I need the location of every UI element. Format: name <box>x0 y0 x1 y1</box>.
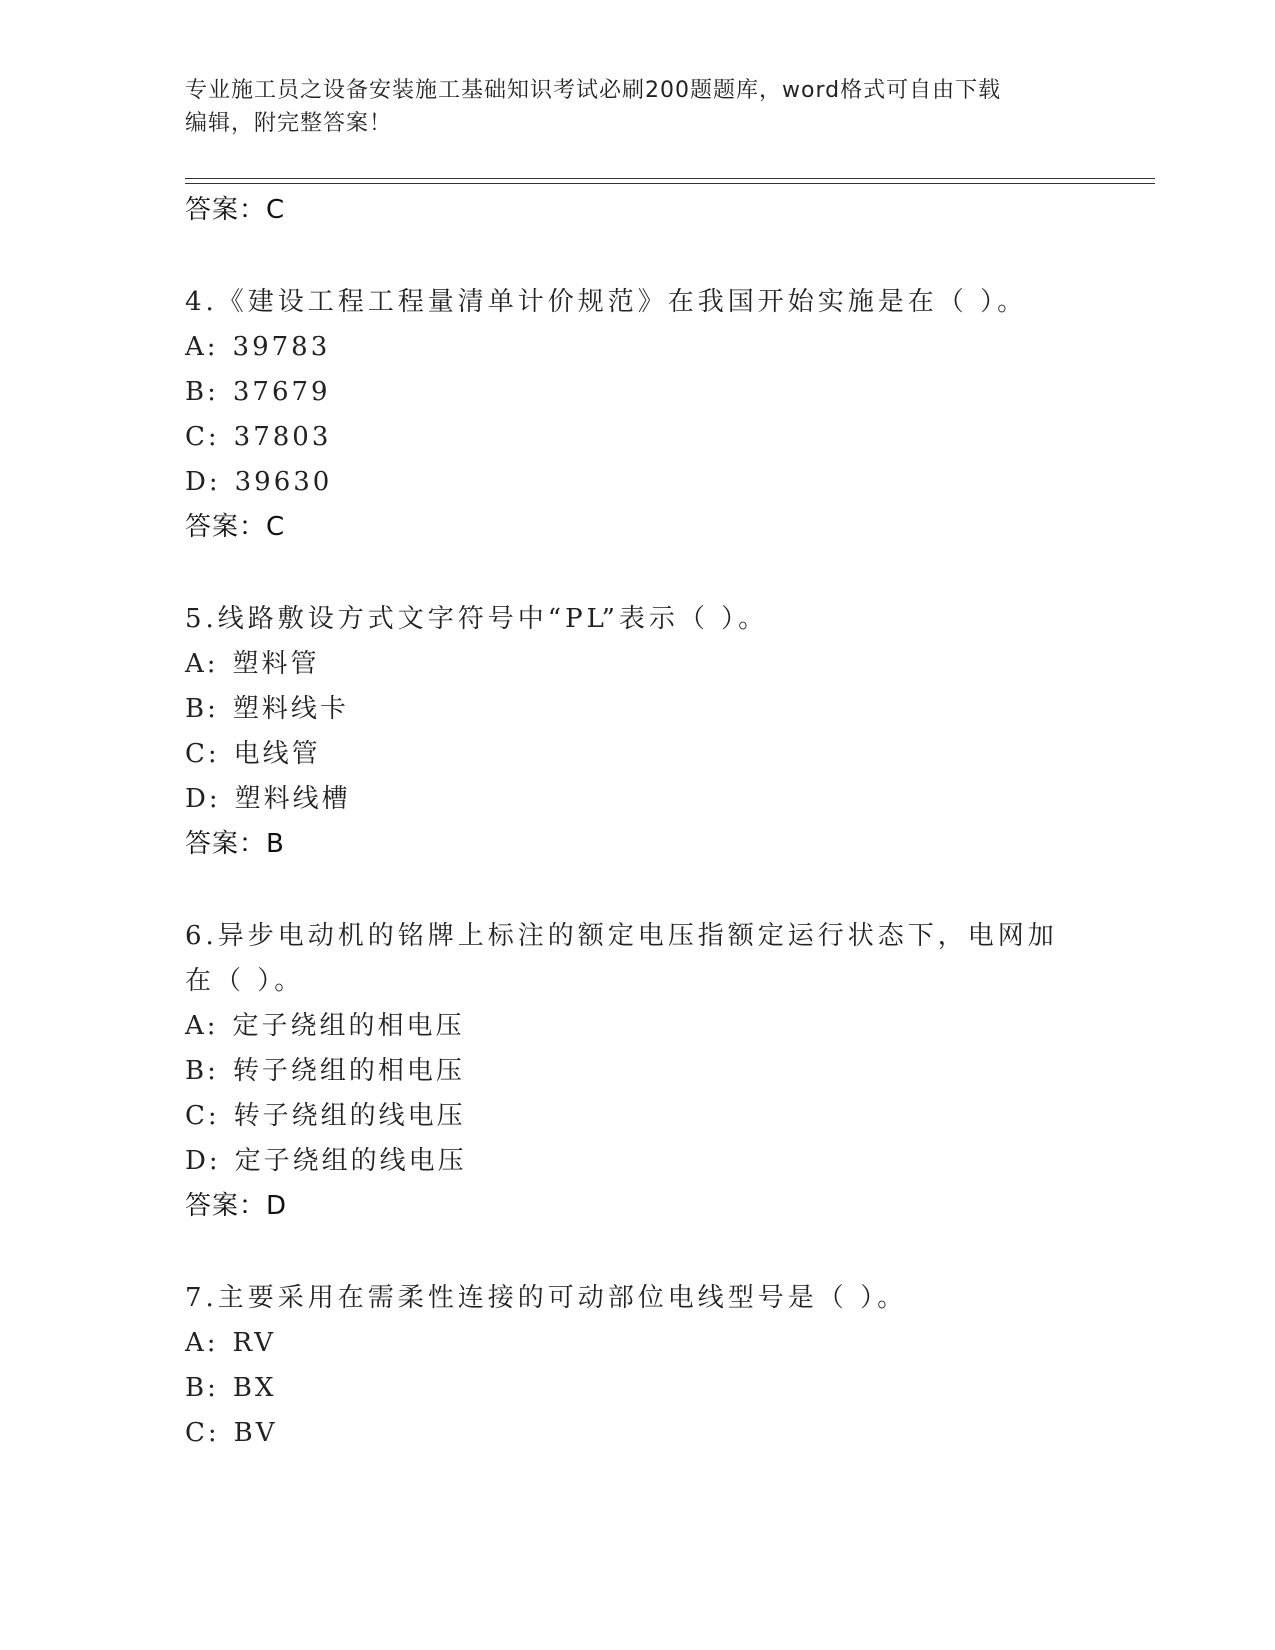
answer-line: 答案：B <box>185 829 285 859</box>
header-divider-bottom <box>185 183 1155 184</box>
header-line-1: 专业施工员之设备安装施工基础知识考试必刷200题题库，word格式可自由下载 <box>185 78 1002 103</box>
option-text: 定子绕组的相电压 <box>232 1011 465 1041</box>
option-text: 塑料线卡 <box>232 694 349 724</box>
option-letter: A: <box>185 1328 219 1358</box>
question-block <box>185 1276 1185 1456</box>
question-stem: 6.异步电动机的铭牌上标注的额定电压指额定运行状态下，电网加在（ ）。 <box>185 921 1058 996</box>
option-b <box>185 370 1185 415</box>
option-letter: D: <box>185 784 221 814</box>
question-list <box>185 188 1185 1456</box>
option-text: 定子绕组的线电压 <box>234 1146 467 1176</box>
option-b <box>185 687 1185 732</box>
option-letter: C: <box>185 1418 220 1448</box>
option-c <box>185 1094 1185 1139</box>
option-text: BV <box>233 1418 278 1448</box>
document-header <box>185 74 1085 140</box>
option-letter: B: <box>185 1373 219 1403</box>
option-c <box>185 732 1185 777</box>
option-b <box>185 1366 1185 1411</box>
answer-line: 答案：C <box>185 512 286 542</box>
option-text: 39630 <box>234 467 333 497</box>
option-b <box>185 1049 1185 1094</box>
option-letter: D: <box>185 467 221 497</box>
option-d <box>185 460 1185 505</box>
option-a <box>185 1004 1185 1049</box>
option-text: RV <box>232 1328 276 1358</box>
option-letter: C: <box>185 1101 220 1131</box>
option-letter: B: <box>185 377 219 407</box>
answer-line: 答案：D <box>185 1191 288 1221</box>
option-c <box>185 415 1185 460</box>
option-letter: A: <box>185 649 219 679</box>
option-text: 塑料管 <box>232 649 320 679</box>
question-block <box>185 914 1185 1229</box>
question-stem: 5.线路敷设方式文字符号中“PL”表示（ ）。 <box>185 604 769 634</box>
option-a <box>185 325 1185 370</box>
option-text: 转子绕组的线电压 <box>233 1101 466 1131</box>
option-letter: A: <box>185 332 219 362</box>
option-text: BX <box>232 1373 277 1403</box>
option-letter: A: <box>185 1011 219 1041</box>
option-letter: D: <box>185 1146 221 1176</box>
option-letter: C: <box>185 739 220 769</box>
option-letter: B: <box>185 1056 219 1086</box>
option-c <box>185 1411 1185 1456</box>
question-block <box>185 597 1185 867</box>
option-text: 转子绕组的相电压 <box>232 1056 465 1086</box>
header-line-2: 编辑，附完整答案！ <box>185 111 393 136</box>
option-a <box>185 1321 1185 1366</box>
answer-line: 答案：C <box>185 195 286 225</box>
option-text: 塑料线槽 <box>234 784 351 814</box>
option-text: 37679 <box>232 377 331 407</box>
option-letter: B: <box>185 694 219 724</box>
option-text: 37803 <box>233 422 332 452</box>
question-stem: 4.《建设工程工程量清单计价规范》在我国开始实施是在（ ）。 <box>185 287 1028 317</box>
option-letter: C: <box>185 422 220 452</box>
option-a <box>185 642 1185 687</box>
question-block <box>185 280 1185 550</box>
option-text: 电线管 <box>233 739 321 769</box>
option-d <box>185 777 1185 822</box>
header-divider-top <box>185 178 1155 179</box>
option-d <box>185 1139 1185 1184</box>
option-text: 39783 <box>232 332 331 362</box>
question-stem: 7.主要采用在需柔性连接的可动部位电线型号是（ ）。 <box>185 1283 908 1313</box>
